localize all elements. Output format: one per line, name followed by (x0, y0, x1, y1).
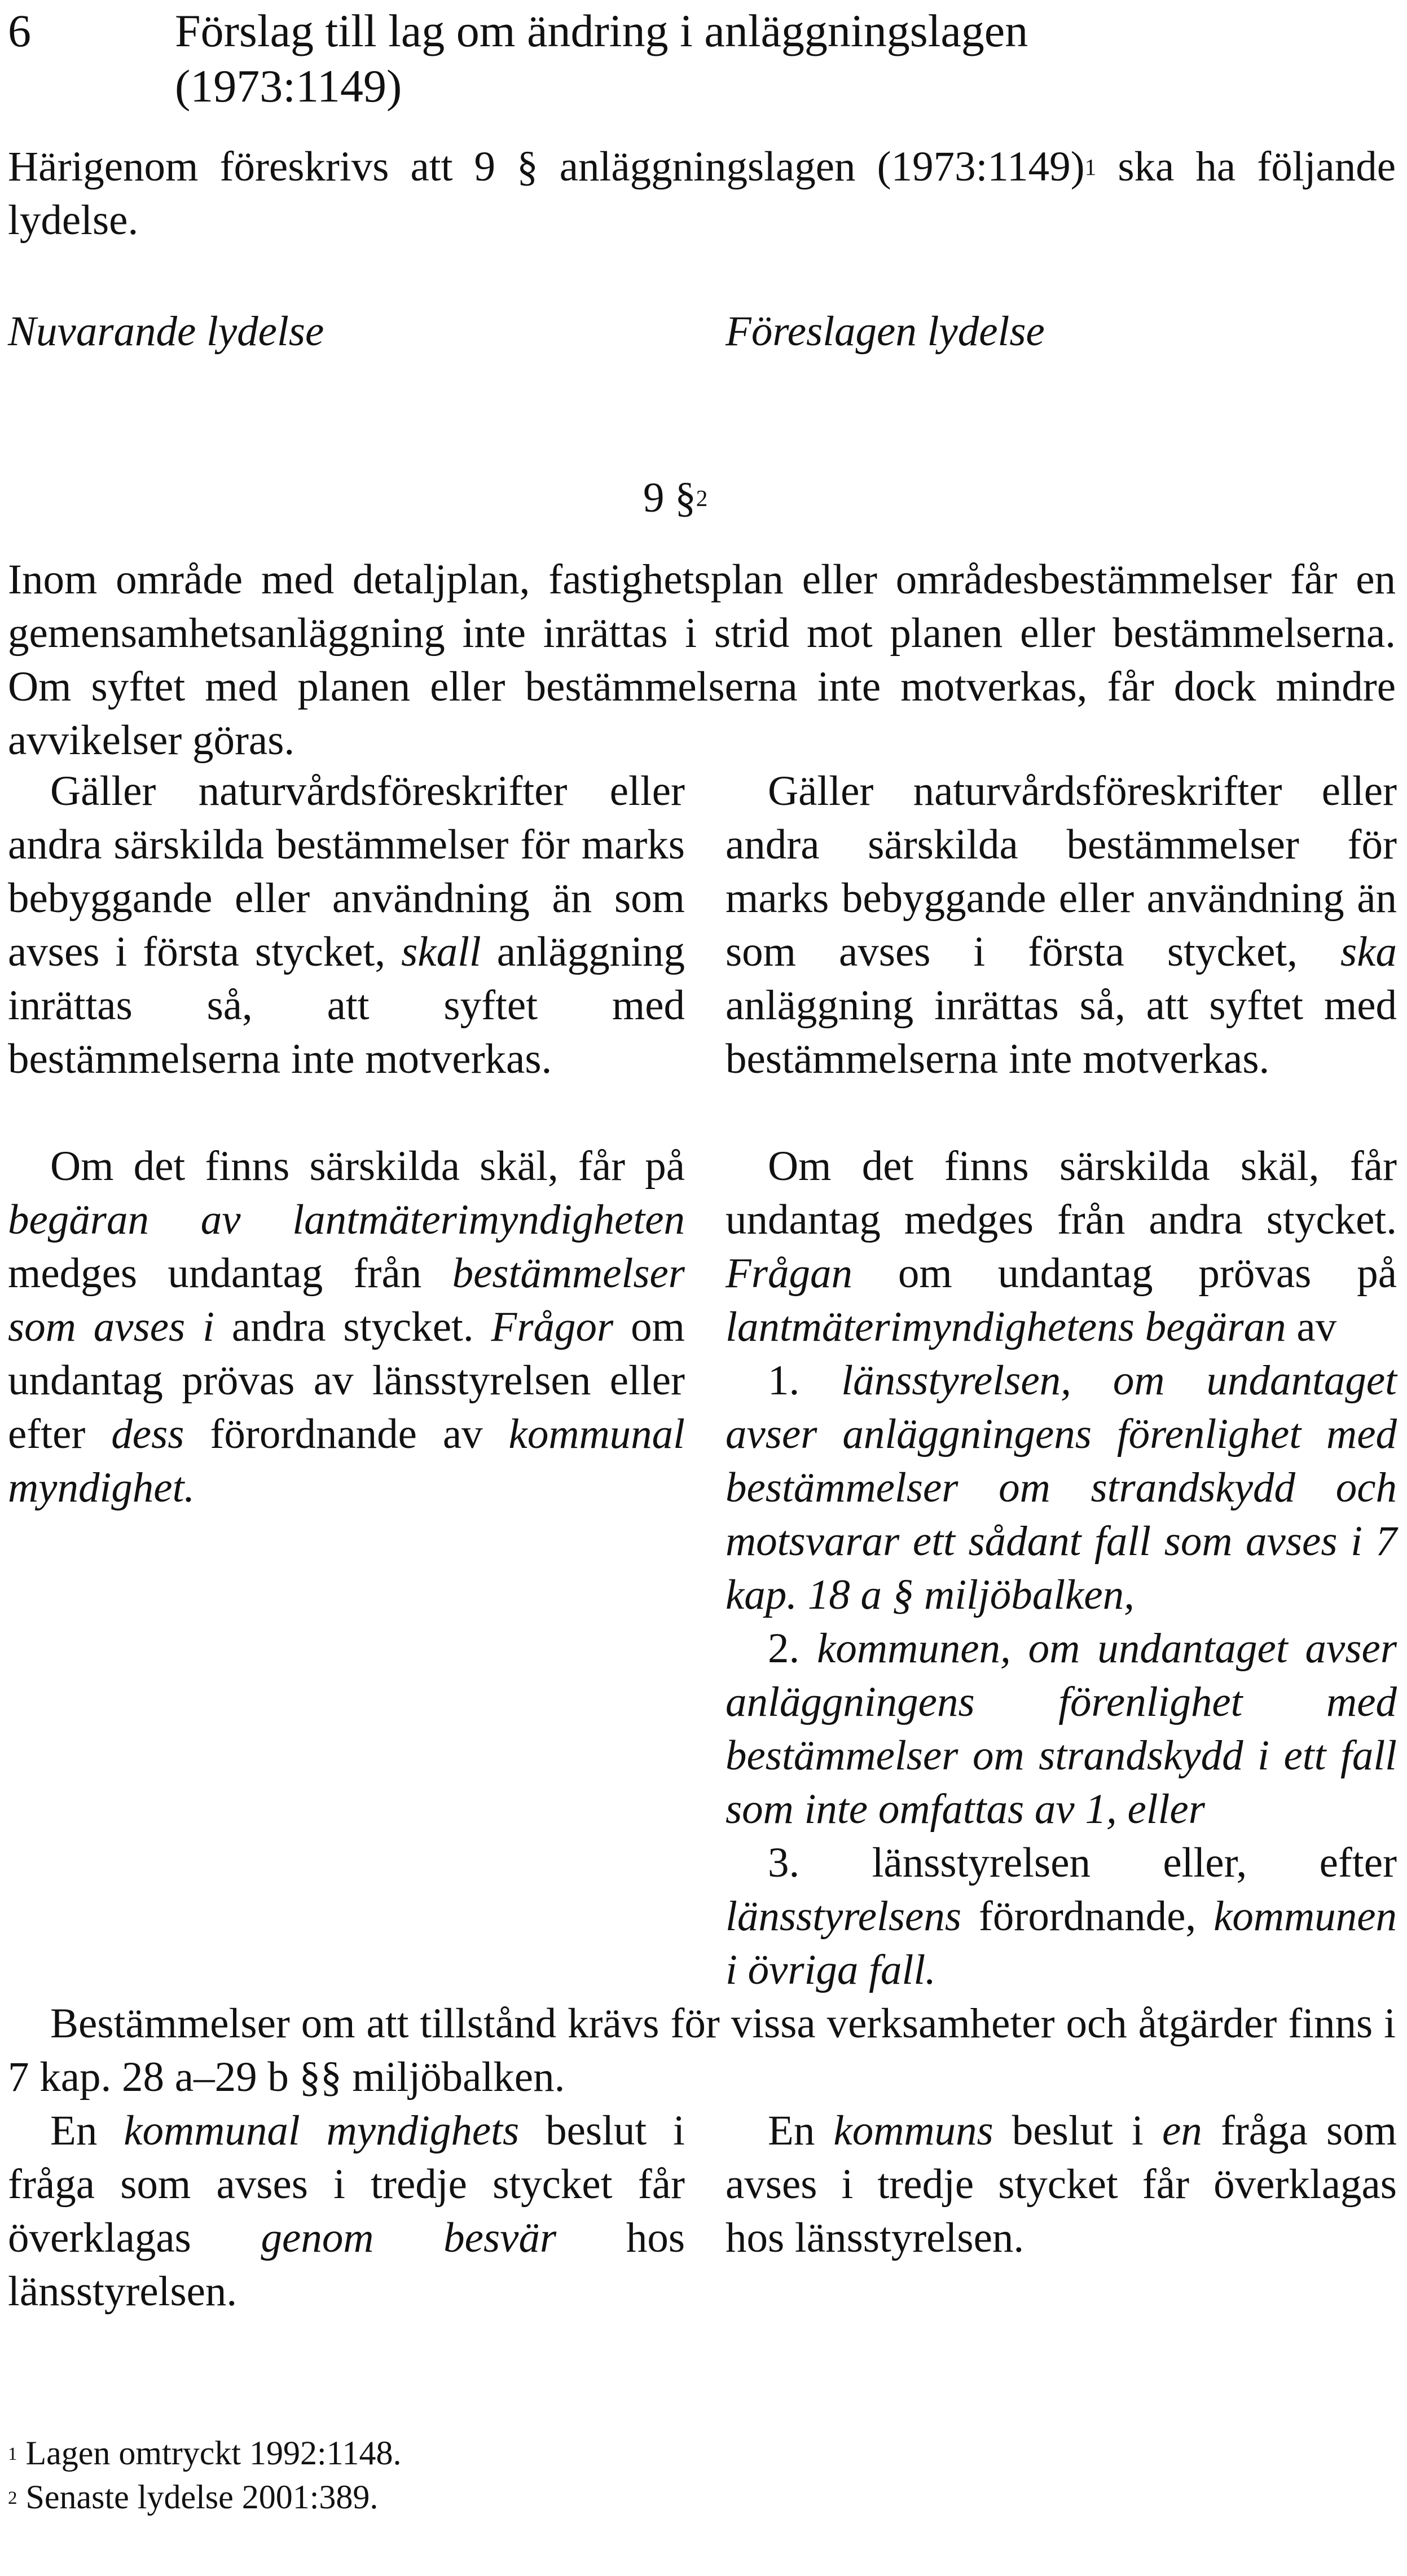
p3-current-italic-3: Frågor (491, 1304, 614, 1350)
p5-current-italic-2: genom besvär (261, 2214, 557, 2261)
page-title (175, 3, 1348, 114)
p5-current-text-1: En (50, 2107, 124, 2154)
footnote-1-text: Lagen omtryckt 1992:1148. (25, 2434, 402, 2472)
intro-text-after: ska ha följande lydelse. (8, 143, 1396, 244)
p5-proposed-text-1: En (768, 2107, 834, 2154)
list-item (726, 1836, 1397, 1997)
current-wording-heading: Nuvarande lydelse (8, 308, 324, 355)
p2-current-text-2: anläggning inrättas så, att syftet med bestämmelserna inte motverkas. (8, 928, 685, 1082)
p2-proposed-italic-1: ska (1340, 928, 1397, 975)
section-heading (643, 471, 707, 525)
list-item-text: länsstyrelsen, om undantaget avser anläggningens förenlighet med bestämmelser om strandskydd och motsvarar ett sådant fall som avses i 7 kap. 18 a § miljöbalken, (726, 1357, 1397, 1618)
p2-proposed-text-1: Gäller naturvårdsföreskrifter eller andra särskilda bestämmelser för marks bebyggande eller användning än som avses i första stycket, (726, 768, 1397, 975)
list-item (726, 1354, 1397, 1622)
p2-current-italic-1: skall (401, 928, 481, 975)
paragraph-5-proposed (726, 2104, 1397, 2265)
p5-current-italic-1: kommunal myndighets (124, 2107, 520, 2154)
list-item-text: länsstyrelsen eller, efter (799, 1839, 1397, 1886)
p3-proposed-text-1: Om det finns särskilda skäl, får undantag medges från andra stycket. (726, 1143, 1397, 1243)
footnote-1 (8, 2431, 401, 2475)
p3-current-text-1: Om det finns särskilda skäl, får på (50, 1143, 685, 1190)
p3-current-italic-2: bestämmelser som avses i (8, 1250, 685, 1350)
p5-proposed-italic-2: en (1162, 2107, 1202, 2154)
footnote-ref-2: 2 (696, 485, 708, 511)
p5-current-text-2: beslut i fråga som avses i tredje stycket får överklagas (8, 2107, 685, 2261)
p3-proposed-italic-1: Frågan (726, 1250, 852, 1297)
p3-proposed-text-3: av (1286, 1304, 1337, 1350)
p3-current-italic-4: dess (111, 1411, 184, 1457)
p2-proposed-text-2: anläggning inrättas så, att syftet med bestämmelserna inte motverkas. (726, 982, 1397, 1082)
p3-current-italic-1: begäran av lantmäterimyndigheten (8, 1196, 685, 1243)
footnotes (8, 2431, 401, 2519)
p3-current-text-5: förordnande av (184, 1411, 509, 1457)
p3-current-italic-5: kommunal myndighet. (8, 1411, 685, 1511)
chapter-number: 6 (8, 5, 31, 56)
proposed-wording-heading: Föreslagen lydelse (726, 308, 1045, 355)
p3-proposed-text-2: om undantag prövas på (852, 1250, 1397, 1297)
list-item-number: 1. (768, 1357, 800, 1404)
list-item-number: 2. (768, 1625, 800, 1672)
list-item-italic: länsstyrelsens (726, 1893, 962, 1940)
p3-proposed-intro (726, 1139, 1397, 1354)
list-item (726, 1622, 1397, 1836)
footnote-ref-1: 1 (1084, 153, 1097, 180)
p2-current-text-1: Gäller naturvårdsföreskrifter eller andra särskilda bestämmelser för marks bebyggande eller användning än som avses i första stycket, (8, 768, 685, 975)
paragraph-3-proposed (726, 1139, 1397, 1997)
title-line-2: (1973:1149) (175, 60, 402, 112)
p3-current-text-4: om undantag prövas av länsstyrelsen eller efter (8, 1304, 685, 1457)
p5-proposed-italic-1: kommuns (833, 2107, 993, 2154)
section-label: 9 § (643, 474, 696, 521)
footnote-1-ref: 1 (8, 2443, 17, 2464)
intro-paragraph (8, 140, 1396, 247)
p3-proposed-italic-2: lantmäterimyndighetens begäran (726, 1304, 1286, 1350)
paragraph-2-proposed (726, 764, 1397, 1086)
list-item-number: 3. (768, 1839, 800, 1886)
paragraph-5-current (8, 2104, 685, 2318)
intro-text: Härigenom föreskrivs att 9 § anläggningslagen (1973:1149) (8, 143, 1085, 190)
paragraph-2-current (8, 764, 685, 1086)
paragraph-1: Inom område med detaljplan, fastighetsplan eller områdesbestämmelser får en gemensamhetsanläggning inte inrättas i strid mot planen eller bestämmelserna. Om syftet med planen eller bestämmelserna inte motverkas, får dock mindre avvikelser göras. (8, 556, 1396, 764)
p5-proposed-text-2: beslut i (993, 2107, 1162, 2154)
paragraph-4: Bestämmelser om att tillstånd krävs för vissa verksamheter och åtgärder finns i 7 kap. 28 a–29 b §§ miljöbalken. (8, 2000, 1396, 2101)
p3-current-text-2: medges undantag från (8, 1250, 452, 1297)
title-line-1: Förslag till lag om ändring i anläggningslagen (175, 5, 1028, 56)
footnote-2-ref: 2 (8, 2487, 17, 2508)
paragraph-3-current (8, 1139, 685, 1514)
footnote-2 (8, 2475, 401, 2519)
list-item-italic: kommunen i övriga fall. (726, 1893, 1397, 1993)
footnote-2-text: Senaste lydelse 2001:389. (25, 2478, 379, 2516)
p3-current-text-3: andra stycket. (214, 1304, 491, 1350)
p5-current-text-3: hos länsstyrelsen. (8, 2214, 685, 2315)
list-item-text: förordnande, (961, 1893, 1214, 1940)
list-item-text: kommunen, om undantaget avser anläggningens förenlighet med bestämmelser om strandskydd i ett fall som inte omfattas av 1, eller (726, 1625, 1397, 1833)
p5-proposed-text-3: fråga som avses i tredje stycket får överklagas hos länsstyrelsen. (726, 2107, 1397, 2261)
